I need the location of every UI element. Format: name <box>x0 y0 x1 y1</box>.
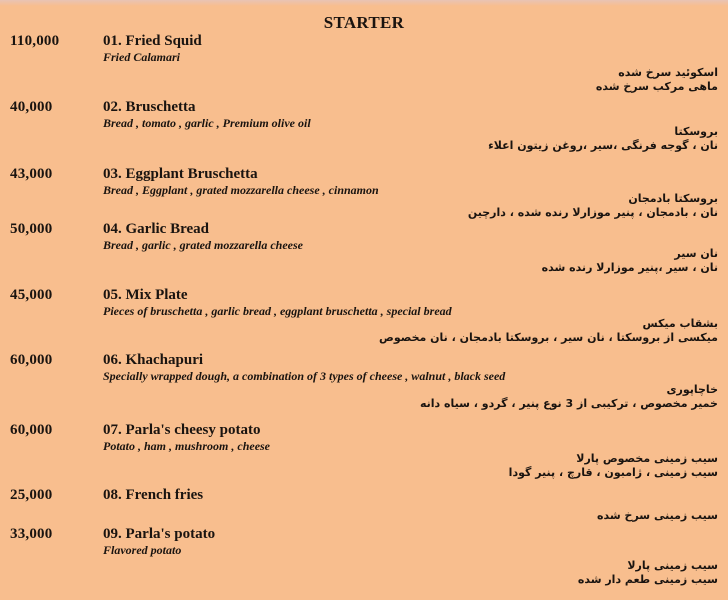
item-persian-name: اسکوئید سرخ شده <box>618 66 718 79</box>
item-description: Bread , Eggplant , grated mozzarella cheese , cinnamon <box>103 183 379 197</box>
item-name: 07. Parla's cheesy potato <box>103 422 261 438</box>
item-persian-name: بروسکتا <box>674 125 718 138</box>
item-description: Flavored potato <box>103 543 182 557</box>
item-price: 60,000 <box>10 352 53 368</box>
item-price: 45,000 <box>10 287 53 303</box>
item-persian-description: نان ، بادمجان ، پنیر موزارلا رنده شده ، دارچین <box>467 206 718 219</box>
item-persian-name: بروسکتا بادمجان <box>628 192 718 205</box>
item-name: 06. Khachapuri <box>103 352 204 368</box>
item-persian-name: نان سیر <box>674 247 718 260</box>
item-persian-description: نان ، گوجه فرنگی ،سیر ،روغن زیتون اعلاء <box>488 139 718 152</box>
item-persian-text <box>596 66 718 94</box>
top-edge <box>0 0 728 6</box>
item-persian-text <box>597 509 718 523</box>
item-persian-name: سیب زمینی مخصوص پارلا <box>576 452 718 465</box>
item-description: Bread , garlic , grated mozzarella cheese <box>103 238 303 252</box>
item-name: 05. Mix Plate <box>103 287 188 303</box>
item-persian-name: سیب زمینی پارلا <box>627 559 718 572</box>
item-persian-text <box>578 559 718 587</box>
item-price: 110,000 <box>10 33 60 49</box>
item-persian-description: سیب زمینی طعم دار شده <box>577 573 718 586</box>
item-persian-name: خاچاپوری <box>666 383 718 396</box>
item-persian-description: ماهی مرکب سرخ شده <box>595 80 718 93</box>
item-description: Potato , ham , mushroom , cheese <box>103 439 271 453</box>
item-price: 40,000 <box>10 99 53 115</box>
item-persian-text <box>420 383 718 411</box>
item-name: 04. Garlic Bread <box>103 221 209 237</box>
item-persian-text <box>379 317 718 345</box>
item-price: 25,000 <box>10 487 53 503</box>
item-persian-description: سیب زمینی ، ژامبون ، قارچ ، پنیر گودا <box>508 466 718 479</box>
item-persian-description: نان ، سیر ،پنیر موزارلا رنده شده <box>541 261 718 274</box>
item-name: 08. French fries <box>103 487 204 503</box>
item-name: 03. Eggplant Bruschetta <box>103 166 258 182</box>
item-name: 09. Parla's potato <box>103 526 216 542</box>
item-description: Fried Calamari <box>103 50 181 64</box>
item-persian-name: سیب زمینی سرخ شده <box>597 509 718 522</box>
item-price: 50,000 <box>10 221 53 237</box>
item-persian-text <box>542 247 718 275</box>
item-persian-text <box>488 125 718 153</box>
item-price: 33,000 <box>10 526 53 542</box>
item-description: Bread , tomato , garlic , Premium olive oil <box>103 116 311 130</box>
item-name: 02. Bruschetta <box>103 99 196 115</box>
item-persian-description: میکسی از بروسکتا ، نان سیر ، بروسکتا بادمجان ، نان مخصوص <box>379 331 718 344</box>
item-description: Pieces of bruschetta , garlic bread , eggplant bruschetta , special bread <box>103 304 452 318</box>
item-price: 43,000 <box>10 166 53 182</box>
section-title: STARTER <box>323 13 405 32</box>
item-name: 01. Fried Squid <box>103 33 202 49</box>
item-description: Specially wrapped dough, a combination of 3 types of cheese , walnut , black seed <box>103 369 506 383</box>
item-persian-text <box>509 452 718 480</box>
item-persian-text <box>468 192 718 220</box>
item-persian-name: بشقاب میکس <box>642 317 718 330</box>
item-persian-description: خمیر مخصوص ، ترکیبی از 3 نوع پنیر ، گردو ، سیاه دانه <box>419 397 718 410</box>
item-price: 60,000 <box>10 422 53 438</box>
